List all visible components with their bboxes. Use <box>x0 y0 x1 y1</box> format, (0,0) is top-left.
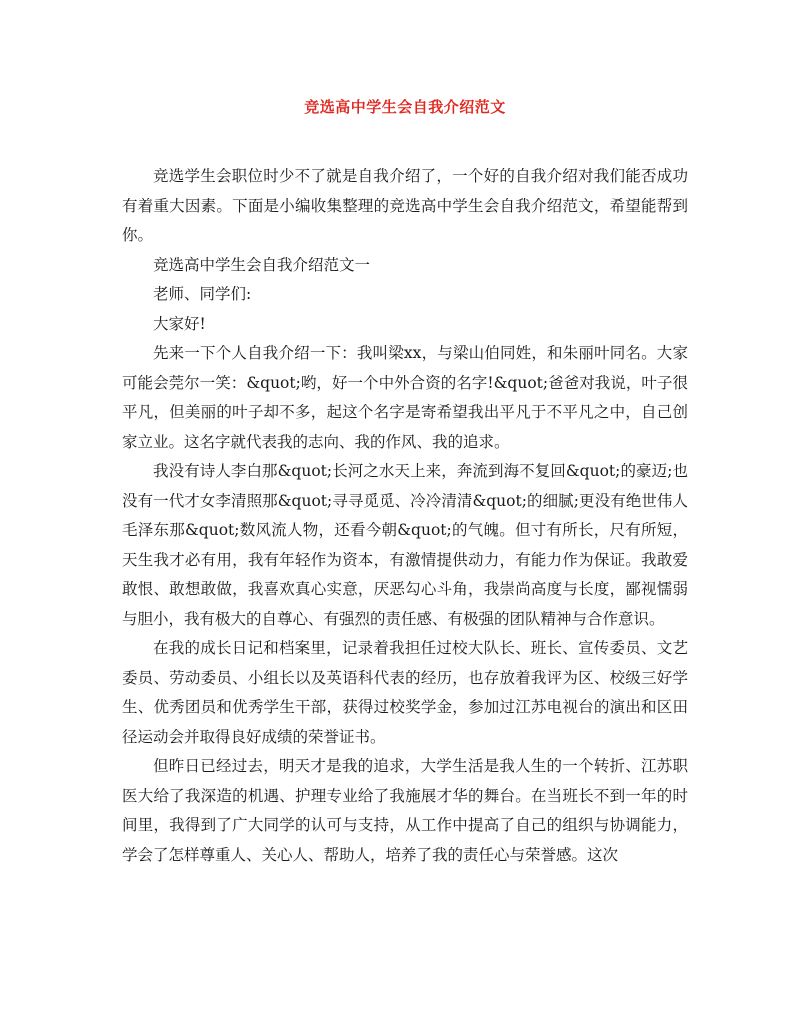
paragraph-intro: 竞选学生会职位时少不了就是自我介绍了，一个好的自我介绍对我们能否成功有着重大因素。下面是小编收集整理的竞选高中学生会自我介绍范文，希望能帮到你。 <box>122 167 688 244</box>
paragraph-future: 但昨日已经过去，明天才是我的追求，大学生活是我人生的一个转折、江苏职医大给了我深造的机遇、护理专业给了我施展才华的舞台。在当班长不到一年的时间里，我得到了广大同学的认可与支持，从工作中提高了自己的组织与协调能力，学会了怎样尊重人、关心人、帮助人，培养了我的责任心与荣誉感。这次 <box>122 757 688 864</box>
document-page <box>122 96 688 870</box>
paragraph-character: 我没有诗人李白那&quot;长河之水天上来，奔流到海不复回&quot;的豪迈;也没有一代才女李清照那&quot;寻寻觅觅、冷冷清清&quot;的细腻;更没有绝世伟人毛泽东那&quot;数风流人物，还看今朝&quot;的气魄。但寸有所长，尺有所短，天生我才必有用，我有年轻作为资本，有激情提供动力，有能力作为保证。我敢爱敢恨、敢想敢做，我喜欢真心实意，厌恶勾心斗角，我崇尚高度与长度，鄙视懦弱与胆小，我有极大的自尊心、有强烈的责任感、有极强的团队精神与合作意识。 <box>122 462 688 628</box>
paragraph-section-heading: 竞选高中学生会自我介绍范文一 <box>153 255 371 274</box>
document-title: 竞选高中学生会自我介绍范文 <box>304 98 506 116</box>
paragraph-self-intro: 先来一下个人自我介绍一下：我叫梁xx，与梁山伯同姓，和朱丽叶同名。大家可能会莞尔一笑：&quot;哟，好一个中外合资的名字!&quot;爸爸对我说，叶子很平凡，但美丽的叶子却不多，起这个名字是寄希望我出平凡于不平凡之中，自己创家立业。这名字就代表我的志向、我的作风、我的追求。 <box>122 344 688 451</box>
paragraph-greeting: 大家好! <box>153 314 206 333</box>
paragraph-salutation: 老师、同学们: <box>153 285 252 303</box>
paragraph-experience: 在我的成长日记和档案里，记录着我担任过校大队长、班长、宣传委员、文艺委员、劳动委员、小组长以及英语科代表的经历，也存放着我评为区、校级三好学生、优秀团员和优秀学生干部，获得过校奖学金，参加过江苏电视台的演出和区田径运动会并取得良好成绩的荣誉证书。 <box>122 639 688 746</box>
